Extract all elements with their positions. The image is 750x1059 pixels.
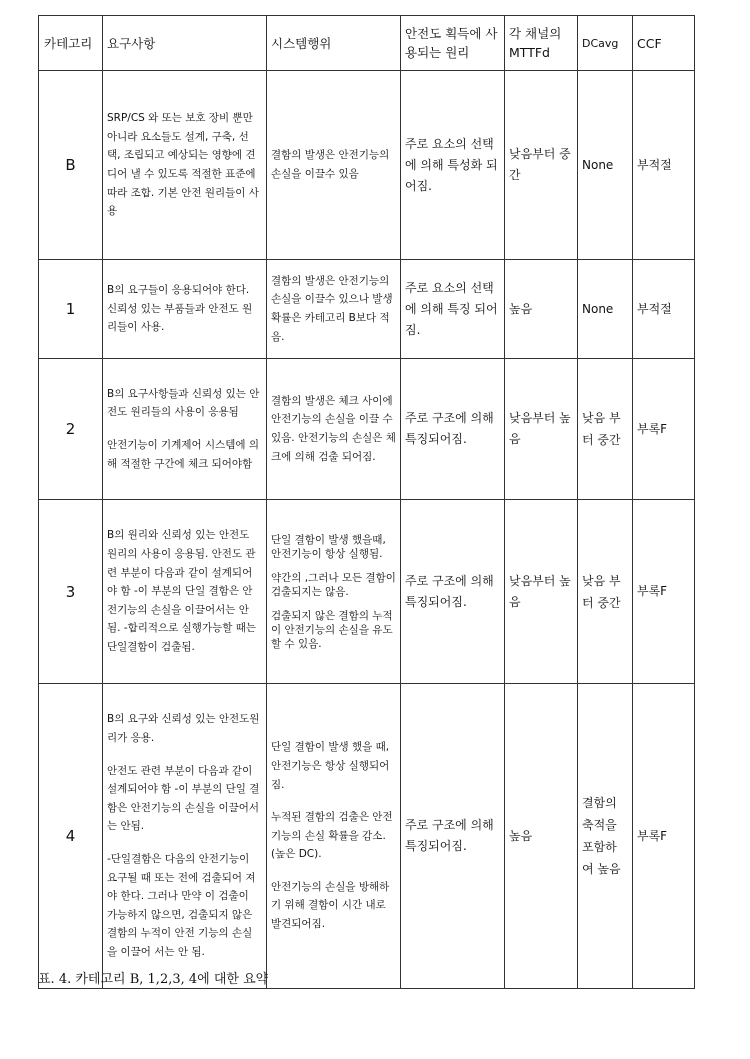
behavior-text: 약간의 ,그러나 모든 결함이 검출되지는 않음. — [271, 571, 396, 598]
principle-cell: 주로 요소의 선택에 의해 특징 되어짐. — [401, 260, 505, 359]
mttfd-cell: 높음 — [505, 684, 578, 989]
requirement-text: 안전기능이 기계제어 시스템에 의해 적절한 구간에 체크 되어야함 — [107, 439, 260, 470]
header-behavior: 시스템행위 — [267, 16, 401, 71]
category-cell: 3 — [39, 500, 103, 684]
requirement-cell — [103, 260, 267, 359]
principle-cell: 주로 요소의 선택에 의해 특성화 되어짐. — [401, 71, 505, 260]
category-cell: 2 — [39, 359, 103, 500]
ccf-cell: 부록F — [633, 359, 695, 500]
category-cell: B — [39, 71, 103, 260]
ccf-cell: 부적절 — [633, 260, 695, 359]
principle-cell: 주로 구조에 의해 특징되어짐. — [401, 684, 505, 989]
requirement-cell — [103, 684, 267, 989]
header-ccf: CCF — [633, 16, 695, 71]
dcavg-cell: None — [578, 71, 633, 260]
ccf-cell: 부록F — [633, 684, 695, 989]
dcavg-cell: 낮음 부터 중간 — [578, 359, 633, 500]
behavior-text: 단일 결함이 발생 했을때, 안전기능이 항상 실행됨. — [271, 533, 386, 560]
requirement-text: SRP/CS 와 또는 보호 장비 뿐만 아니라 요소들도 설계, 구축, 선택, 조립되고 예상되는 영향에 견디어 낼 수 있도록 적절한 표준에 따라 조합. 기본 안전 원리들이 사용 — [107, 112, 259, 218]
behavior-cell — [267, 260, 401, 359]
table-row — [39, 500, 695, 684]
requirement-cell — [103, 359, 267, 500]
mttfd-cell: 낮음부터 높음 — [505, 359, 578, 500]
table-row — [39, 71, 695, 260]
behavior-text: 누적된 결함의 검출은 안전기능의 손실 확률을 감소. (높은 DC). — [271, 811, 393, 861]
table-row — [39, 260, 695, 359]
requirement-cell — [103, 71, 267, 260]
mttfd-cell: 낮음부터 중간 — [505, 71, 578, 260]
header-category: 카테고리 — [39, 16, 103, 71]
behavior-cell — [267, 71, 401, 260]
header-mttfd: 각 채널의 MTTFd — [505, 16, 578, 71]
behavior-cell — [267, 359, 401, 500]
dcavg-cell: None — [578, 260, 633, 359]
mttfd-cell: 높음 — [505, 260, 578, 359]
requirement-text: B의 요구들이 응용되어야 한다. 신뢰성 있는 부품들과 안전도 원리들이 사용. — [107, 284, 253, 334]
table-row — [39, 359, 695, 500]
requirement-cell — [103, 500, 267, 684]
principle-cell: 주로 구조에 의해 특징되어짐. — [401, 359, 505, 500]
category-summary-table — [38, 15, 695, 989]
requirement-text: B의 원리와 신뢰성 있는 안전도 원리의 사용이 응용됨. 안전도 관련 부분이 다음과 같이 설계되어야 함 -이 부분의 단일 결함은 안전기능의 손실을 이끌어서는 안됨. -합리적으로 실행가능할 때는 단일결함이 검출됨. — [107, 529, 256, 653]
behavior-text: 검출되지 않은 결함의 누적이 안전기능의 손실을 유도 할 수 있음. — [271, 609, 393, 650]
table-caption: 표. 4. 카테고리 B, 1,2,3, 4에 대한 요약 — [38, 972, 269, 987]
ccf-cell: 부록F — [633, 500, 695, 684]
mttfd-cell: 낮음부터 높음 — [505, 500, 578, 684]
requirement-text: B의 요구와 신뢰성 있는 안전도원리가 응용. — [107, 713, 260, 745]
behavior-text: 안전기능의 손실을 방해하기 위해 결함이 시간 내로 발견되어짐. — [271, 880, 390, 931]
ccf-cell: 부적절 — [633, 71, 695, 260]
principle-cell: 주로 구조에 의해 특징되어짐. — [401, 500, 505, 684]
behavior-text: 결함의 발생은 체크 사이에 안전기능의 손실을 이끌 수 있음. 안전기능의 손실은 체크에 의해 검출 되어짐. — [271, 394, 396, 463]
header-row — [39, 16, 695, 71]
behavior-text: 결함의 발생은 안전기능의 손실을 이끌수 있음 — [271, 149, 390, 180]
table-row — [39, 684, 695, 989]
behavior-text: 단일 결함이 발생 했을 때, 안전기능은 항상 실행되어짐. — [271, 741, 390, 791]
behavior-cell — [267, 500, 401, 684]
category-cell: 4 — [39, 684, 103, 989]
behavior-cell — [267, 684, 401, 989]
requirement-text: B의 요구사항들과 신뢰성 있는 안전도 원리들의 사용이 응용됨 — [107, 387, 260, 419]
requirement-text: -단일결함은 다음의 안전기능이 요구될 때 또는 전에 검출되어 져야 한다. 그러나 만약 이 검출이 가능하지 않으면, 검출되지 않은 결함의 누적이 안전 기능의 손실을 이끌어 서는 안 됨. — [107, 853, 256, 958]
dcavg-cell: 결함의 축적을 포함하여 높음 — [578, 684, 633, 989]
requirement-text: 안전도 관련 부분이 다음과 같이 설계되어야 함 -이 부분의 단일 결함은 안전기능의 손실을 이끌어서는 안됨. — [107, 764, 260, 833]
behavior-text: 결함의 발생은 안전기능의 손실을 이끌수 있으나 발생확률은 카테고리 B보다 적음. — [271, 274, 393, 343]
header-principle: 안전도 획득에 사용되는 원리 — [401, 16, 505, 71]
dcavg-cell: 낮음 부터 중간 — [578, 500, 633, 684]
header-dcavg: DCavg — [578, 16, 633, 71]
category-cell: 1 — [39, 260, 103, 359]
header-requirement: 요구사항 — [103, 16, 267, 71]
